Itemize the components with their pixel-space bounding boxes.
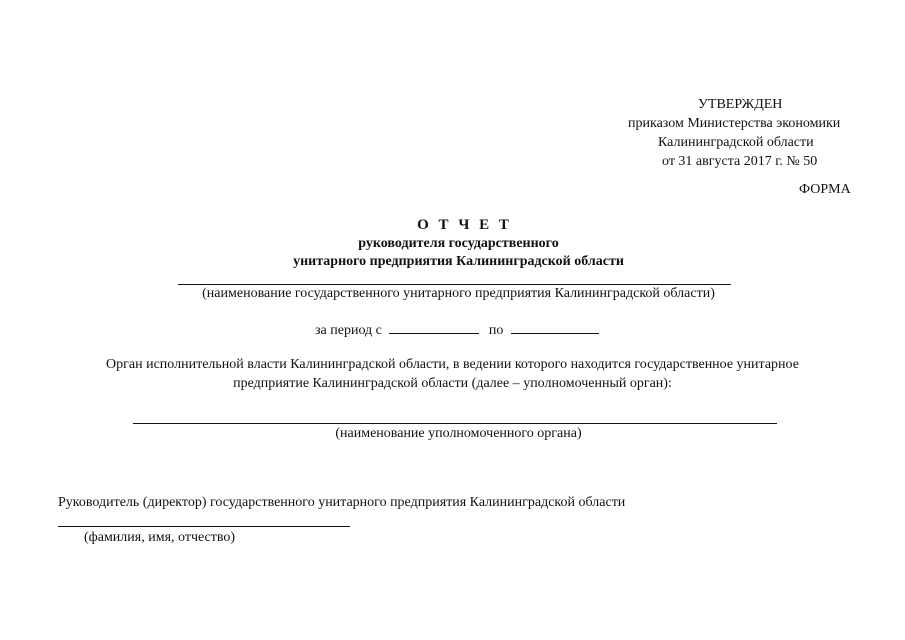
- period-start-field[interactable]: [389, 321, 479, 334]
- authority-line2: предприятие Калининградской области (далее – уполномоченный орган):: [233, 376, 672, 391]
- report-subtitle-line1: руководителя государственного: [358, 236, 559, 251]
- authority-name-field[interactable]: [133, 423, 777, 424]
- period-prefix: за период с: [315, 323, 382, 338]
- period-end-field[interactable]: [511, 321, 599, 334]
- authority-name-caption: (наименование уполномоченного органа): [335, 426, 582, 441]
- enterprise-name-field[interactable]: [178, 284, 731, 285]
- director-label: Руководитель (директор) государственного унитарного предприятия Калининградской области: [58, 495, 626, 510]
- director-name-field[interactable]: [58, 526, 350, 527]
- approval-date: от 31 августа 2017 г. № 50: [662, 154, 818, 169]
- report-subtitle-line2: унитарного предприятия Калининградской области: [293, 254, 624, 269]
- approval-title: УТВЕРЖДЕН: [698, 97, 783, 112]
- approval-region: Калининградской области: [658, 135, 814, 150]
- approval-order: приказом Министерства экономики: [628, 116, 841, 131]
- period-middle: по: [488, 323, 504, 338]
- approval-block: [620, 95, 880, 171]
- director-name-caption: (фамилия, имя, отчество): [84, 530, 236, 545]
- authority-line1: Орган исполнительной власти Калининградской области, в ведении которого находится государственное унитарное: [106, 357, 799, 372]
- authority-paragraph: [0, 355, 905, 393]
- enterprise-name-caption: (наименование государственного унитарного предприятия Калининградской области): [202, 286, 715, 301]
- period-row: [315, 321, 599, 339]
- form-label: ФОРМА: [799, 182, 851, 197]
- report-title: О Т Ч Е Т: [417, 217, 512, 233]
